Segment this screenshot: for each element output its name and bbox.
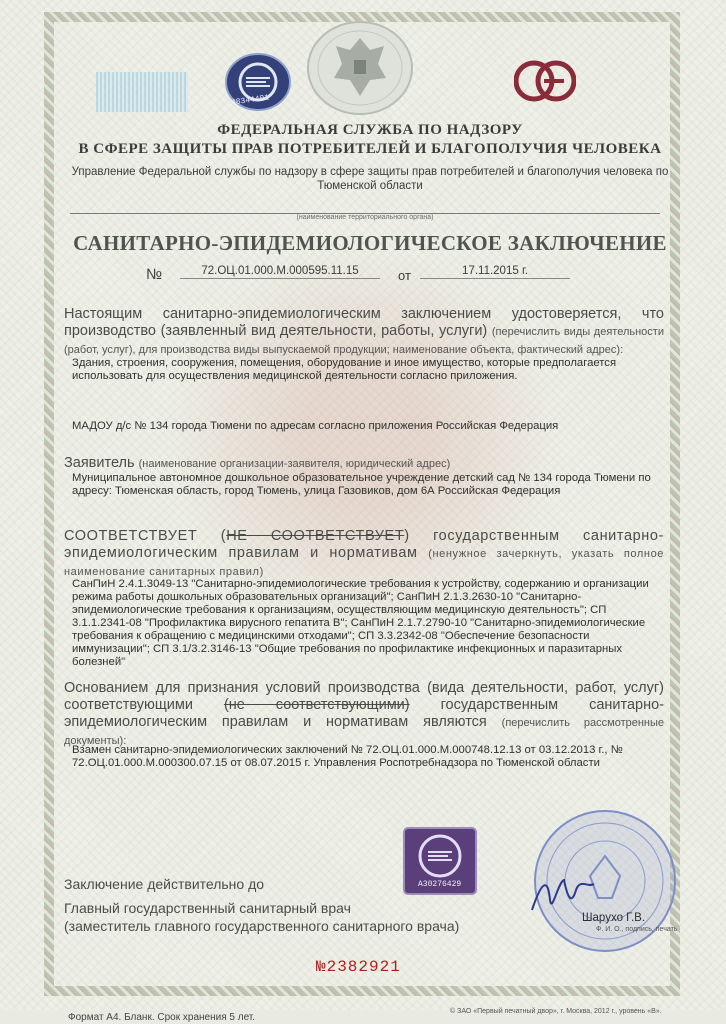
valid-until-label: Заключение действительно до [64, 876, 265, 892]
chief-doctor-block [64, 899, 459, 935]
territorial-department: Управление Федеральной службы по надзору в сфере защиты прав потребителей и благополучия человека по Тюменской области [71, 166, 669, 192]
intro-hint: (перечислить виды деятельности (работ, услуг), для производства виды выпускаемой продукции; наименование объекта, фактический адрес): [64, 326, 664, 356]
certificate-number: 72.ОЦ.01.000.М.000595.11.15 [180, 265, 380, 279]
intro-lead: Настоящим санитарно-эпидемиологическим заключением удостоверяется, что производство (заявленный вид деятельности, работы, услуги) [64, 306, 664, 339]
signer-name: Шарухо Г.В. [582, 912, 646, 924]
number-label: № [146, 266, 163, 283]
microprint-strip [96, 72, 188, 112]
basis-rest: государственным санитарно-эпидемиологическим правилам и нормативам являются [64, 697, 664, 730]
blank-serial-number: №2382921 [316, 958, 401, 976]
intro-paragraph [64, 306, 664, 359]
basis-documents: Взамен санитарно-эпидемиологических заключений № 72.ОЦ.01.000.М.000748.12.13 от 03.12.2013 г., № 72.ОЦ.01.000.М.000300.07.15 от 08.07.2015 г. Управления Роспотребнадзора по Тюменской области [72, 744, 623, 769]
fio-caption: Ф. И. О., подпись, печать [596, 926, 678, 933]
compliance-word: СООТВЕТСТВУЕТ [64, 528, 198, 544]
printer-note: © ЗАО «Первый печатный двор», г. Москва, 2012 г., уровень «В». [450, 1008, 662, 1015]
issue-date: 17.11.2015 г. [420, 265, 570, 279]
agency-name-line-2: В СФЕРЕ ЗАЩИТЫ ПРАВ ПОТРЕБИТЕЛЕЙ И БЛАГОПОЛУЧИЯ ЧЕЛОВЕКА [78, 141, 662, 157]
basis-hint: (перечислить рассмотренные документы): [64, 717, 665, 747]
applicant-value: Муниципальное автономное дошкольное образовательное учреждение детский сад № 134 города Тюмени по адресу: Тюменская область, город Тюмень, улица Газовиков, дом 6А Российская Федерация [72, 472, 651, 497]
sanitary-norms-list: СанПиН 2.4.1.3049-13 "Санитарно-эпидемиологические требования к устройству, содержанию и организации режима работы дошкольных образовательных организаций"; СанПиН 2.1.3.2630-10 "Санитарно-эпидемиологические требования к организациям, осуществляющим медицинскую деятельность"; СП 3.1.1.2341-08 "Профилактика вирусного гепатита В"; СанПиН 2.1.7.2790-10 "Санитарно-эпидемиологические требования к обращению с медицинскими отходами"; СП 3.3.2342-08 "Обеспечение безопасности иммунизации"; СП 3.1/3.2.3146-13 "Общие требования по профилактике инфекционных и паразитарных болезней" [72, 578, 649, 668]
object-address: МАДОУ д/с № 134 города Тюмени по адресам согласно приложения Российская Федерация [72, 420, 559, 432]
compliance-rest: государственным санитарно-эпидемиологическим правилам и нормативам [64, 528, 664, 561]
date-label: от [398, 268, 411, 283]
activity-description: Здания, строения, сооружения, помещения, оборудование и иное имущество, которые предполагается использовать для осуществления медицинской деятельности согласно приложения. [72, 357, 617, 382]
basis-struck: (не соответствующими) [223, 697, 410, 713]
document-title: САНИТАРНО-ЭПИДЕМИОЛОГИЧЕСКОЕ ЗАКЛЮЧЕНИЕ [73, 231, 667, 255]
deputy-doctor-title: (заместитель главного государственного санитарного врача) [64, 918, 460, 934]
applicant-label: Заявитель [64, 455, 135, 471]
compliance-struck: НЕ СООТВЕТСТВУЕТ [226, 528, 405, 544]
applicant-block [64, 455, 664, 473]
hologram-code-top: 48344401 [230, 93, 270, 108]
basis-lead: Основанием для признания условий производства (вида деятельности, работ, услуг) соответствующими [64, 680, 664, 713]
chief-doctor-title: Главный государственный санитарный врач [64, 900, 351, 916]
form-note: Формат А4. Бланк. Срок хранения 5 лет. [68, 1012, 256, 1023]
hologram-code-bottom: А30276429 [418, 880, 462, 889]
conformity-mark-icon [514, 58, 576, 104]
applicant-hint: (наименование организации-заявителя, юридический адрес) [138, 458, 451, 470]
compliance-paragraph: СООТВЕТСТВУЕТ (НЕ СООТВЕТСТВУЕТ) государственным санитарно-эпидемиологическим правилам и нормативам (ненужное зачеркнуть, указать полное наименование санитарных правил) [64, 528, 665, 578]
department-caption: (наименование территориального органа) [296, 214, 434, 221]
compliance-hint: (ненужное зачеркнуть, указать полное наименование санитарных правил) [64, 548, 665, 578]
basis-paragraph [64, 680, 664, 750]
agency-name-line-1: ФЕДЕРАЛЬНАЯ СЛУЖБА ПО НАДЗОРУ [217, 122, 523, 138]
state-emblem-icon [306, 20, 414, 116]
